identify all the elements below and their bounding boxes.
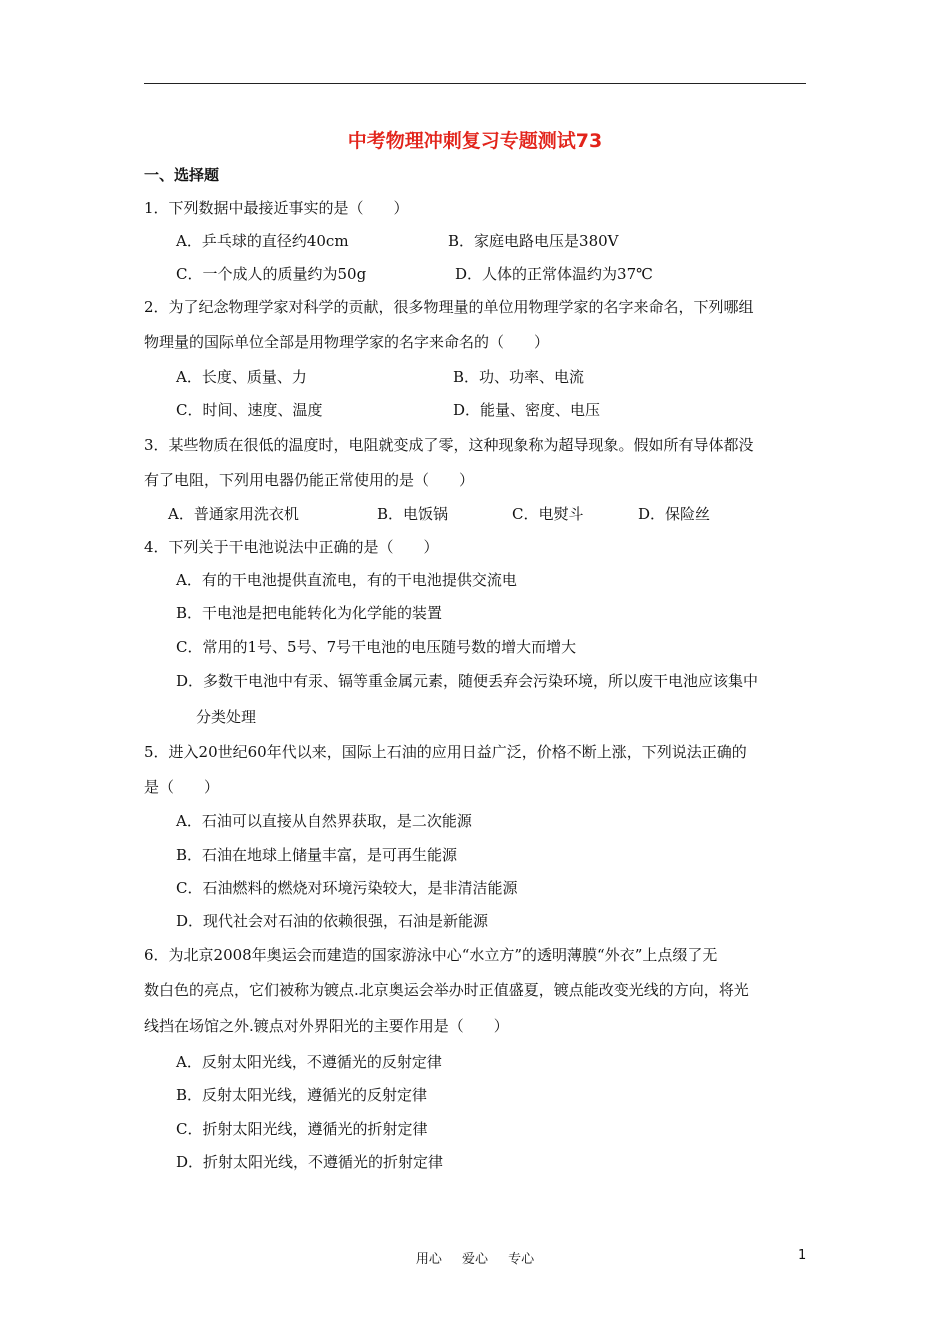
footer-word-1: 用心 — [415, 1252, 442, 1267]
question-3-option-d: D．保险丝 — [638, 505, 711, 523]
page-number: 1 — [798, 1248, 807, 1263]
question-6-stem-line2: 数白色的亮点，它们被称为镀点.北京奥运会举办时正值盛夏，镀点能改变光线的方向，将光 — [144, 981, 749, 999]
question-6-stem-line3: 线挡在场馆之外.镀点对外界阳光的主要作用是（ ） — [144, 1017, 509, 1035]
question-5-option-a: A．石油可以直接从自然界获取，是二次能源 — [176, 812, 472, 830]
question-3-stem-line2: 有了电阻，下列用电器仍能正常使用的是（ ） — [144, 471, 475, 489]
question-1-option-b: B．家庭电路电压是380V — [448, 232, 619, 250]
question-2-option-c: C．时间、速度、温度 — [176, 401, 323, 419]
question-4-option-b: B．干电池是把电能转化为化学能的装置 — [176, 604, 443, 622]
question-4-option-a: A．有的干电池提供直流电，有的干电池提供交流电 — [176, 571, 517, 589]
question-5-option-b: B．石油在地球上储量丰富，是可再生能源 — [176, 846, 458, 864]
question-2-stem-line2: 物理量的国际单位全部是用物理学家的名字来命名的（ ） — [144, 333, 550, 351]
section-heading: 一、选择题 — [144, 166, 220, 184]
question-6-option-a: A．反射太阳光线，不遵循光的反射定律 — [176, 1053, 442, 1071]
question-5-option-c: C．石油燃料的燃烧对环境污染较大，是非清洁能源 — [176, 879, 518, 897]
question-1-option-a: A．乒乓球的直径约40cm — [176, 232, 349, 250]
page-title: 中考物理冲刺复习专题测试73 — [347, 130, 603, 152]
question-3-option-c: C．电熨斗 — [512, 505, 584, 523]
question-2-option-b: B．功、功率、电流 — [453, 368, 585, 386]
question-2-option-d: D．能量、密度、电压 — [453, 401, 601, 419]
question-1-stem: 1．下列数据中最接近事实的是（ ） — [144, 199, 409, 217]
question-5-stem-line2: 是（ ） — [144, 778, 220, 796]
footer-word-2: 爱心 — [461, 1252, 488, 1267]
question-6-option-d: D．折射太阳光线，不遵循光的折射定律 — [176, 1153, 444, 1171]
question-3-option-a: A．普通家用洗衣机 — [168, 505, 299, 523]
question-5-stem-line1: 5．进入20世纪60年代以来，国际上石油的应用日益广泛，价格不断上涨，下列说法正确的 — [144, 743, 747, 761]
question-2-stem-line1: 2．为了纪念物理学家对科学的贡献，很多物理量的单位用物理学家的名字来命名，下列哪组 — [144, 298, 754, 316]
question-3-stem-line1: 3．某些物质在很低的温度时，电阻就变成了零，这种现象称为超导现象。假如所有导体都没 — [144, 436, 754, 454]
question-3-option-b: B．电饭锅 — [377, 505, 449, 523]
question-4-option-d-line1: D．多数干电池中有汞、镉等重金属元素，随便丢弃会污染环境，所以废干电池应该集中 — [176, 672, 759, 690]
header-rule — [144, 83, 806, 84]
question-6-stem-line1: 6．为北京2008年奥运会而建造的国家游泳中心“水立方”的透明薄膜“外衣”上点缀了无 — [144, 946, 718, 964]
question-6-option-b: B．反射太阳光线，遵循光的反射定律 — [176, 1086, 428, 1104]
question-1-option-c: C．一个成人的质量约为50g — [176, 265, 367, 283]
page-footer — [0, 1248, 950, 1267]
question-1-option-d: D．人体的正常体温约为37℃ — [455, 265, 653, 283]
question-4-option-c: C．常用的1号、5号、7号干电池的电压随号数的增大而增大 — [176, 638, 577, 656]
question-5-option-d: D．现代社会对石油的依赖很强，石油是新能源 — [176, 912, 489, 930]
question-4-option-d-line2: 分类处理 — [196, 708, 257, 726]
question-4-stem: 4．下列关于干电池说法中正确的是（ ） — [144, 538, 439, 556]
question-2-option-a: A．长度、质量、力 — [176, 368, 307, 386]
question-6-option-c: C．折射太阳光线，遵循光的折射定律 — [176, 1120, 428, 1138]
footer-word-3: 专心 — [508, 1252, 535, 1267]
